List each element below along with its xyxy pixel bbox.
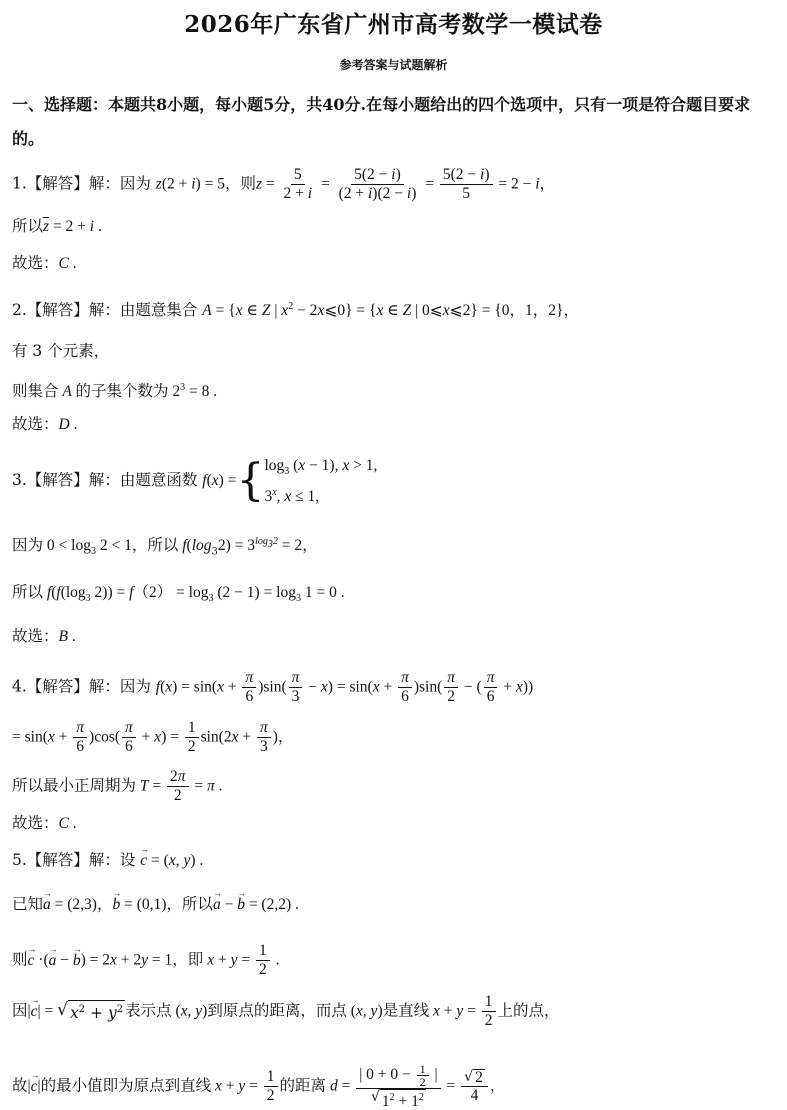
q1-answer: C <box>58 255 69 272</box>
q5-represents: 表示点 <box>125 1001 172 1020</box>
q4-answer: C <box>58 815 69 832</box>
q1-formula-given: z <box>155 175 162 193</box>
answer-tag: 【解答】 <box>26 677 89 696</box>
q5-min-text: 的最小值即为原点到直线 <box>40 1076 212 1095</box>
answer-tag: 【解答】 <box>26 851 89 869</box>
q2-subset-count: 的子集个数为 <box>75 382 169 401</box>
jie-label: 解： <box>88 471 120 490</box>
q3-arg-two: （2） <box>133 584 173 601</box>
q5-line-3: 则→ c ·(→ a − → b) = 2x + 2y = 1，即 x + y = $\frac{1}{2}$ . <box>12 942 279 979</box>
q3-lead: 由题意函数 <box>119 471 198 490</box>
q5-namely: ，即 <box>172 950 204 969</box>
jie-label: 解： <box>88 174 120 193</box>
page-subtitle: 参考答案与试题解析 <box>339 58 448 72</box>
q4-line-3: 所以最小正周期为 T = $\frac{2\pi}{2}$ = π . <box>12 768 223 804</box>
q1-line-1: 1.【解答】解：因为 z(2 + i) = 5，则z = $\frac{5}{2 + i}$ = $\frac{5(2 - i)}{(2 + i)(2 - i)}$ = $\frac{5(2 - i)}{5}$ = 2 − i， <box>12 166 556 202</box>
q4-number: 4. <box>12 677 27 696</box>
q1-line-3: 故选：C . <box>12 254 77 272</box>
choose-label: 故选： <box>12 814 59 832</box>
q1-comma: ， <box>539 174 556 193</box>
jie-label: 解： <box>88 851 120 869</box>
q5-line-2: 已知→ a = (2,3)，→ b = (0,1)，所以→ a − → b = (2,2) . <box>12 894 299 915</box>
q2-line-3: 则集合 A 的子集个数为 $2^3 = 8$ . <box>12 382 218 401</box>
q3-line-1 <box>12 455 377 507</box>
q4-period-text: 所以最小正周期为 <box>12 776 137 795</box>
page-title: 2026年广东省广州市高考数学一模试卷 <box>184 11 603 38</box>
q4-line-1: 4.【解答】解：因为 f(x) = sin(x + $\frac{\pi}{6}$ )sin( $\frac{\pi}{3}$ − x) = sin(x + $\frac{\pi}{6}$ )sin( $\frac{\pi}{2}$ − ( $\frac{\pi}{6}$ + x)) <box>12 669 534 705</box>
q5-since: 因 <box>12 1001 28 1020</box>
q3-so-2: 所以 <box>12 583 44 601</box>
answer-tag: 【解答】 <box>26 174 89 193</box>
choose-label: 故选： <box>12 415 59 433</box>
section-heading: 一、选择题：本题共8小题，每小题5分，共40分.在每小题给出的四个选项中，只有一项是符合题目要求的。 <box>12 95 751 148</box>
q1-fraction-3: $\frac{5(2 - i)}{5}$ <box>440 166 493 203</box>
choose-label: 故选： <box>12 627 59 645</box>
q5-line-1: 5.【解答】解：设 → c = (x, y) . <box>12 850 203 871</box>
q3-answer: B <box>58 628 68 645</box>
q1-conjugate: $\overline{z}$ <box>43 218 50 235</box>
q2-answer: D <box>58 416 70 433</box>
jie-label: 解： <box>88 301 120 320</box>
q3-line-4: 故选：B . <box>12 627 76 645</box>
q1-so: 所以 <box>12 217 44 235</box>
q1-lead: 因为 <box>119 174 151 193</box>
q5-so: ，所以 <box>166 895 213 913</box>
q3-number: 3. <box>12 471 27 490</box>
q5-point-on: 上的点， <box>497 1001 560 1020</box>
q5-distance-fraction: | 0 + 0 − $\frac{1}{2}$ | √ $1^2 + 1^2$ <box>356 1063 440 1110</box>
q2-then: 则集合 <box>12 382 59 401</box>
q2-line-4: 故选：D . <box>12 415 78 433</box>
q2-lead: 由题意集合 <box>119 301 198 320</box>
jie-label: 解： <box>88 677 120 696</box>
q5-line-5: 故|→ c|的最小值即为原点到直线 x + y = $\frac{1}{2}$ 的距离 d = | 0 + 0 − $\frac{1}{2}$ | √ $1^2 + 1^2$ = √ 2 4 ， <box>12 1063 505 1110</box>
q5-then: 则 <box>12 950 28 969</box>
q1-fraction-2: $\frac{5(2 - i)}{(2 + i)(2 - i)}$ <box>338 166 417 202</box>
q2-line-1: 2.【解答】解：由题意集合 A = {x ∈ Z | $x^2$ − 2x⩽0} = {x ∈ Z | 0⩽x⩽2} = {0，1，2}， <box>12 301 579 320</box>
q5-therefore: 故 <box>12 1076 28 1095</box>
q2-set-formula: A <box>202 302 212 320</box>
q4-line-4: 故选：C . <box>12 814 77 832</box>
q5-line-4: 因|→ c| = √ $x^2 + y^2$ 表示点 (x, y)到原点的距离，而点 (x, y)是直线 x + y = $\frac{1}{2}$ 上的点， <box>12 993 560 1030</box>
q3-line-2: 因为 $0 < \log_3 2 < 1$，所以 $f(\log_32) = 3^{log_32} = 2$， <box>12 536 318 558</box>
q3-so: ，所以 <box>131 536 179 555</box>
q5-sqrt: √ $x^2 + y^2$ <box>57 1000 124 1023</box>
q1-line-2: 所以$\overline{z} = 2 + i$ . <box>12 217 102 235</box>
q5-distance-text: 到原点的距离，而点 <box>207 1001 347 1020</box>
q5-number: 5. <box>12 851 27 869</box>
answer-tag: 【解答】 <box>26 471 89 490</box>
q3-piecewise: f ( x ) = { $\log_3 (x - 1)$, x > 1, 3$^x$, x ≤ 1, <box>202 455 378 507</box>
q4-lead: 因为 <box>119 677 151 696</box>
q2-number: 2. <box>12 301 27 320</box>
q5-distance-label: 的距离 <box>279 1076 327 1095</box>
q1-then: ，则 <box>224 174 256 193</box>
q2-set-result: {0，1，2} <box>494 302 564 320</box>
q5-lead: 设 <box>119 851 136 869</box>
q4-line-2: = sin(x + $\frac{\pi}{6}$ )cos( $\frac{\pi}{6}$ + x) = $\frac{1}{2}$ sin(2x + $\frac{\pi}{3}$ )， <box>12 719 294 755</box>
q5-known: 已知 <box>12 895 44 913</box>
q3-because: 因为 <box>12 536 44 555</box>
choose-label: 故选： <box>12 254 59 272</box>
q1-number: 1. <box>12 174 27 193</box>
q1-fraction-1: $\frac{5}{2 + i}$ <box>283 166 313 202</box>
answer-tag: 【解答】 <box>26 301 89 320</box>
q2-line-2: 有 3 个元素， <box>12 342 110 360</box>
q5-line-text: 是直线 <box>382 1001 430 1020</box>
q3-line-3: 所以 $f(f(\log_3$ $2)) = f(2) = \log_3 (2 - 1) = \log_3 1 = 0$ . <box>12 583 345 605</box>
